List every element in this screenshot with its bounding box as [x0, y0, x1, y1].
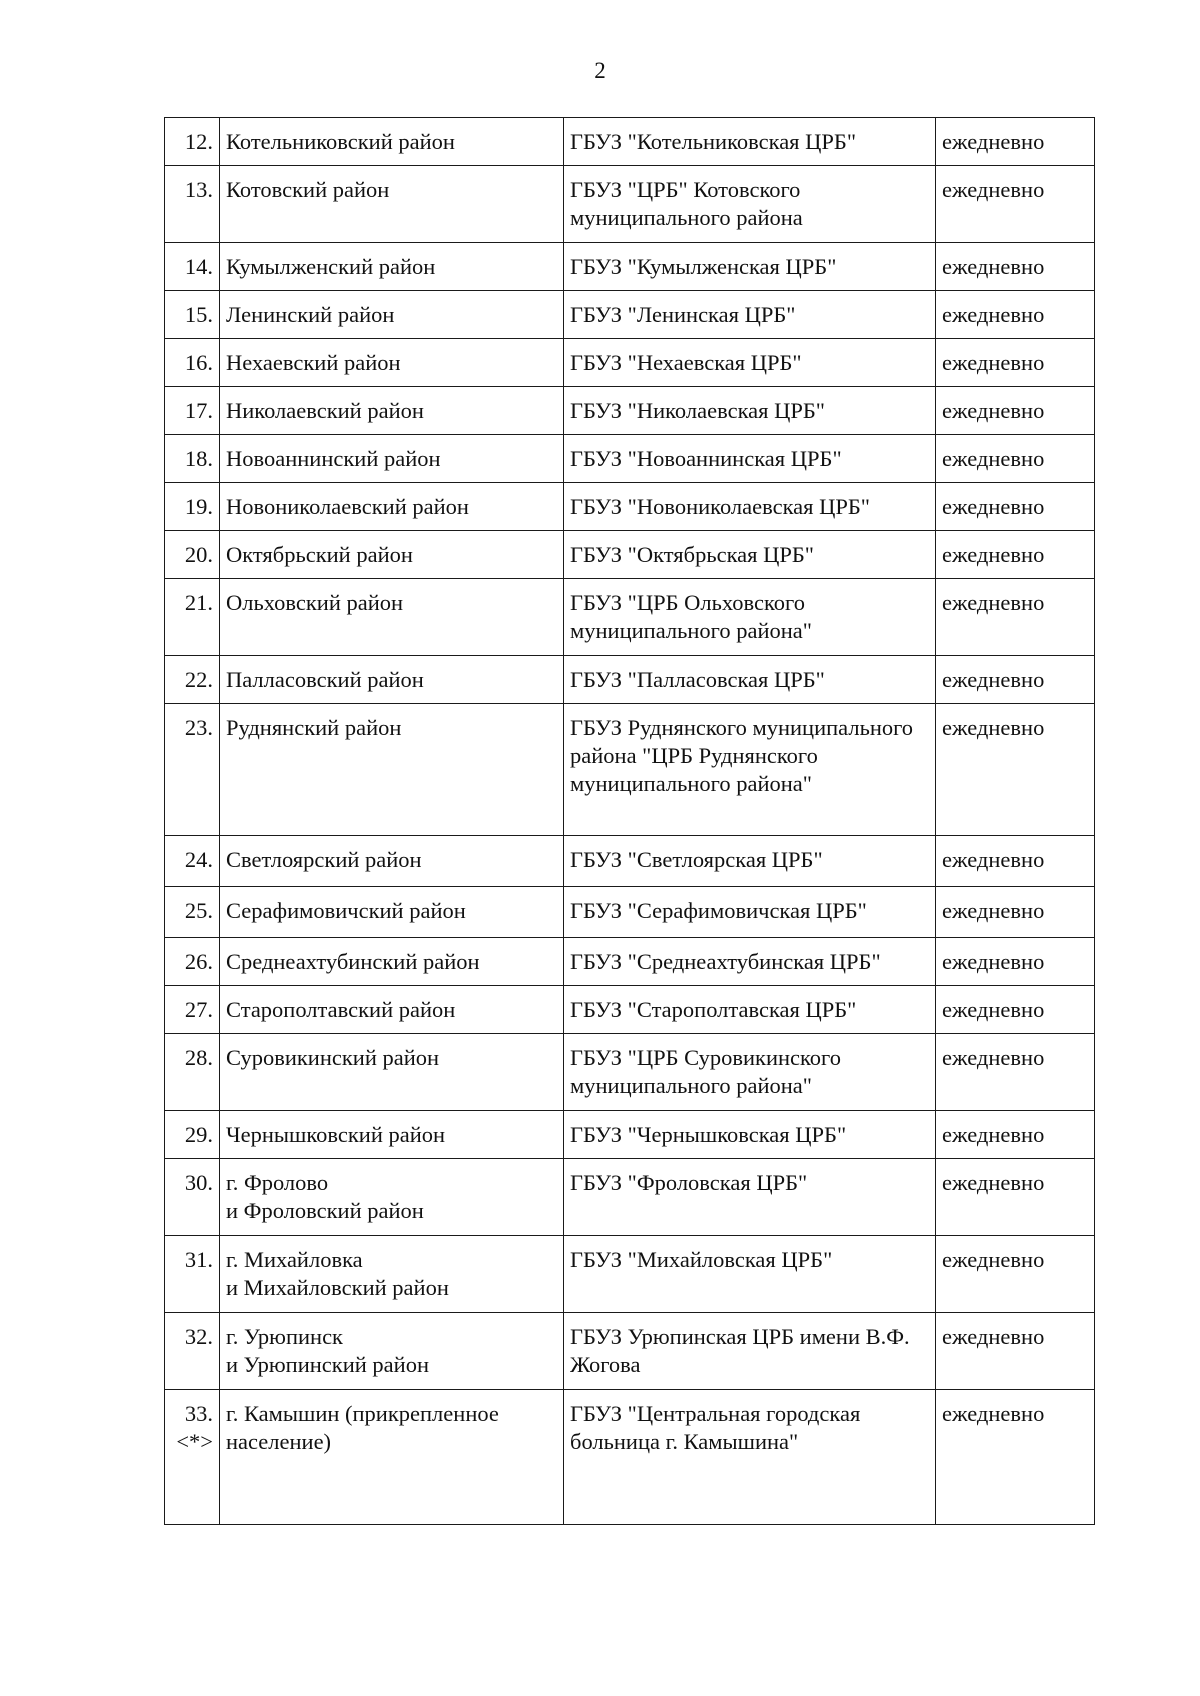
organization-cell: ГБУЗ "Серафимовичская ЦРБ": [564, 887, 936, 938]
table-row: [165, 531, 1095, 579]
schedule-cell: ежедневно: [936, 531, 1095, 579]
organization-cell: ГБУЗ "Николаевская ЦРБ": [564, 387, 936, 435]
district-cell: Ленинский район: [220, 291, 564, 339]
row-number: 14.: [165, 243, 220, 291]
row-number: 16.: [165, 339, 220, 387]
organization-cell: ГБУЗ "Нехаевская ЦРБ": [564, 339, 936, 387]
organization-cell: ГБУЗ Урюпинская ЦРБ имени В.Ф. Жогова: [564, 1313, 936, 1390]
district-cell: Старополтавский район: [220, 986, 564, 1034]
organization-cell: ГБУЗ "Октябрьская ЦРБ": [564, 531, 936, 579]
schedule-cell: ежедневно: [936, 339, 1095, 387]
district-cell: г. Михайловка и Михайловский район: [220, 1236, 564, 1313]
schedule-cell: ежедневно: [936, 704, 1095, 836]
district-cell: Новониколаевский район: [220, 483, 564, 531]
row-number: 17.: [165, 387, 220, 435]
organization-cell: ГБУЗ "Центральная городская больница г. Камышина": [564, 1390, 936, 1525]
table-row: [165, 243, 1095, 291]
district-cell: Чернышковский район: [220, 1111, 564, 1159]
district-cell: Новоаннинский район: [220, 435, 564, 483]
schedule-cell: ежедневно: [936, 1159, 1095, 1236]
schedule-cell: ежедневно: [936, 166, 1095, 243]
district-cell: Нехаевский район: [220, 339, 564, 387]
schedule-cell: ежедневно: [936, 483, 1095, 531]
row-number: 23.: [165, 704, 220, 836]
table-row: [165, 986, 1095, 1034]
schedule-cell: ежедневно: [936, 1236, 1095, 1313]
organization-cell: ГБУЗ "Ленинская ЦРБ": [564, 291, 936, 339]
row-number: 28.: [165, 1034, 220, 1111]
district-cell: Октябрьский район: [220, 531, 564, 579]
schedule-cell: ежедневно: [936, 435, 1095, 483]
table-row: [165, 656, 1095, 704]
row-number: 21.: [165, 579, 220, 656]
district-cell: Среднеахтубинский район: [220, 938, 564, 986]
row-number: 24.: [165, 836, 220, 887]
facilities-table: [164, 117, 1095, 1525]
organization-cell: ГБУЗ "Новониколаевская ЦРБ": [564, 483, 936, 531]
district-cell: Серафимовичский район: [220, 887, 564, 938]
row-number: 12.: [165, 118, 220, 166]
schedule-cell: ежедневно: [936, 291, 1095, 339]
row-number: 18.: [165, 435, 220, 483]
table-row: [165, 1313, 1095, 1390]
table-row: [165, 291, 1095, 339]
schedule-cell: ежедневно: [936, 656, 1095, 704]
district-cell: г. Камышин (прикрепленное население): [220, 1390, 564, 1525]
organization-cell: ГБУЗ "Фроловская ЦРБ": [564, 1159, 936, 1236]
organization-cell: ГБУЗ "Котельниковская ЦРБ": [564, 118, 936, 166]
schedule-cell: ежедневно: [936, 836, 1095, 887]
table-row: [165, 166, 1095, 243]
row-number: 22.: [165, 656, 220, 704]
table-row: [165, 836, 1095, 887]
row-number: 13.: [165, 166, 220, 243]
organization-cell: ГБУЗ "Светлоярская ЦРБ": [564, 836, 936, 887]
schedule-cell: ежедневно: [936, 1313, 1095, 1390]
row-number: 19.: [165, 483, 220, 531]
schedule-cell: ежедневно: [936, 1390, 1095, 1525]
table-row: [165, 1034, 1095, 1111]
district-cell: Ольховский район: [220, 579, 564, 656]
table-row: [165, 938, 1095, 986]
row-number: 33. <*>: [165, 1390, 220, 1525]
row-number: 20.: [165, 531, 220, 579]
organization-cell: ГБУЗ "Старополтавская ЦРБ": [564, 986, 936, 1034]
district-cell: Котельниковский район: [220, 118, 564, 166]
district-cell: Кумылженский район: [220, 243, 564, 291]
table-row: [165, 483, 1095, 531]
district-cell: Котовский район: [220, 166, 564, 243]
row-number: 15.: [165, 291, 220, 339]
row-number: 26.: [165, 938, 220, 986]
district-cell: Николаевский район: [220, 387, 564, 435]
table-row: [165, 704, 1095, 836]
organization-cell: ГБУЗ "Кумылженская ЦРБ": [564, 243, 936, 291]
schedule-cell: ежедневно: [936, 243, 1095, 291]
district-cell: Суровикинский район: [220, 1034, 564, 1111]
schedule-cell: ежедневно: [936, 1034, 1095, 1111]
row-number: 31.: [165, 1236, 220, 1313]
organization-cell: ГБУЗ "ЦРБ Суровикинского муниципального района": [564, 1034, 936, 1111]
organization-cell: ГБУЗ "ЦРБ Ольховского муниципального района": [564, 579, 936, 656]
district-cell: г. Урюпинск и Урюпинский район: [220, 1313, 564, 1390]
schedule-cell: ежедневно: [936, 118, 1095, 166]
table-row: [165, 387, 1095, 435]
organization-cell: ГБУЗ "ЦРБ" Котовского муниципального района: [564, 166, 936, 243]
district-cell: г. Фролово и Фроловский район: [220, 1159, 564, 1236]
table-row: [165, 579, 1095, 656]
table-row: [165, 1159, 1095, 1236]
table-row: [165, 1111, 1095, 1159]
table-body: [165, 118, 1095, 1525]
organization-cell: ГБУЗ "Чернышковская ЦРБ": [564, 1111, 936, 1159]
table-row: [165, 118, 1095, 166]
row-number: 32.: [165, 1313, 220, 1390]
schedule-cell: ежедневно: [936, 938, 1095, 986]
row-number: 30.: [165, 1159, 220, 1236]
organization-cell: ГБУЗ "Палласовская ЦРБ": [564, 656, 936, 704]
schedule-cell: ежедневно: [936, 887, 1095, 938]
schedule-cell: ежедневно: [936, 1111, 1095, 1159]
organization-cell: ГБУЗ "Михайловская ЦРБ": [564, 1236, 936, 1313]
district-cell: Светлоярский район: [220, 836, 564, 887]
schedule-cell: ежедневно: [936, 387, 1095, 435]
page-number: 2: [594, 58, 606, 83]
row-number: 25.: [165, 887, 220, 938]
table-row: [165, 435, 1095, 483]
row-number: 29.: [165, 1111, 220, 1159]
schedule-cell: ежедневно: [936, 579, 1095, 656]
district-cell: Руднянский район: [220, 704, 564, 836]
organization-cell: ГБУЗ "Новоаннинская ЦРБ": [564, 435, 936, 483]
table-row: [165, 1236, 1095, 1313]
organization-cell: ГБУЗ Руднянского муниципального района "ЦРБ Руднянского муниципального района": [564, 704, 936, 836]
table-row: [165, 887, 1095, 938]
row-number: 27.: [165, 986, 220, 1034]
table-row: [165, 1390, 1095, 1525]
district-cell: Палласовский район: [220, 656, 564, 704]
organization-cell: ГБУЗ "Среднеахтубинская ЦРБ": [564, 938, 936, 986]
table-row: [165, 339, 1095, 387]
schedule-cell: ежедневно: [936, 986, 1095, 1034]
